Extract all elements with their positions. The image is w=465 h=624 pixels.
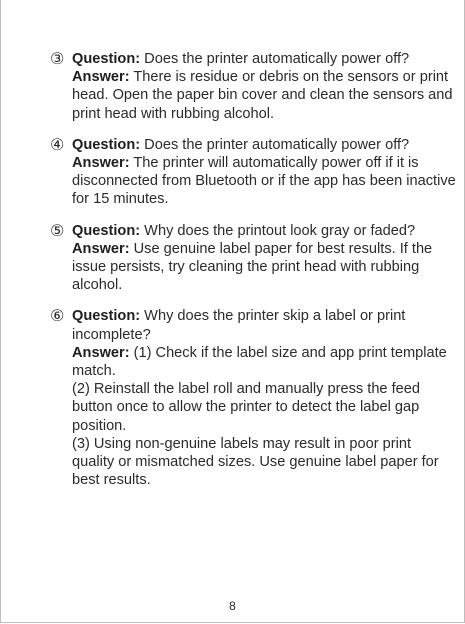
faq-answer [72,240,456,295]
faq-item-4 [50,136,456,209]
faq-number: ⑤ [50,220,65,240]
faq-number: ③ [50,49,65,68]
faq-question [72,307,456,343]
answer-label: Answer: [72,69,130,86]
faq-question [72,50,456,68]
question-label: Question: [72,222,141,239]
answer-text: There is residue or debris on the sensors or print head. Open the paper bin cover and clean the sensors and print head with rubbing alcohol. [72,69,453,122]
faq-number: ⑥ [50,306,65,326]
question-label: Question: [72,51,141,67]
faq-answer-step-3: (3) Using non-genuine labels may result in poor print quality or mismatched sizes. Use genuine label paper for best results. [72,435,439,489]
faq-item-6 [50,307,456,489]
question-text: Does the printer automatically power off? [144,136,410,153]
question-label: Question: [72,136,141,153]
faq-answer [72,154,456,209]
faq-answer [72,344,456,380]
answer-text: (1) Check if the label size and app print template match. [72,344,447,380]
answer-label: Answer: [72,155,130,172]
answer-text: Use genuine label paper for best results. If the issue persists, try cleaning the print head with rubbing alcohol. [72,240,433,294]
faq-answer [72,68,456,123]
faq-answer-step-2: (2) Reinstall the label roll and manually press the feed button once to allow the printer to detect the label gap position. [72,381,421,434]
question-text: Why does the printout look gray or faded? [144,222,416,239]
faq-list [50,50,456,502]
answer-label: Answer: [72,344,130,361]
question-text: Why does the printer skip a label or print incomplete? [72,308,406,343]
faq-item-5 [50,222,456,295]
faq-number: ④ [50,134,65,154]
question-label: Question: [72,308,141,325]
page-number: 8 [229,599,236,613]
faq-item-3 [50,50,456,123]
answer-text: The printer will automatically power off if it is disconnected from Bluetooth or if the app has been inactive for 15 minutes. [72,155,456,208]
question-text: Does the printer automatically power off? [144,51,410,67]
faq-question [72,136,456,154]
faq-question [72,222,456,240]
answer-label: Answer: [72,240,130,257]
